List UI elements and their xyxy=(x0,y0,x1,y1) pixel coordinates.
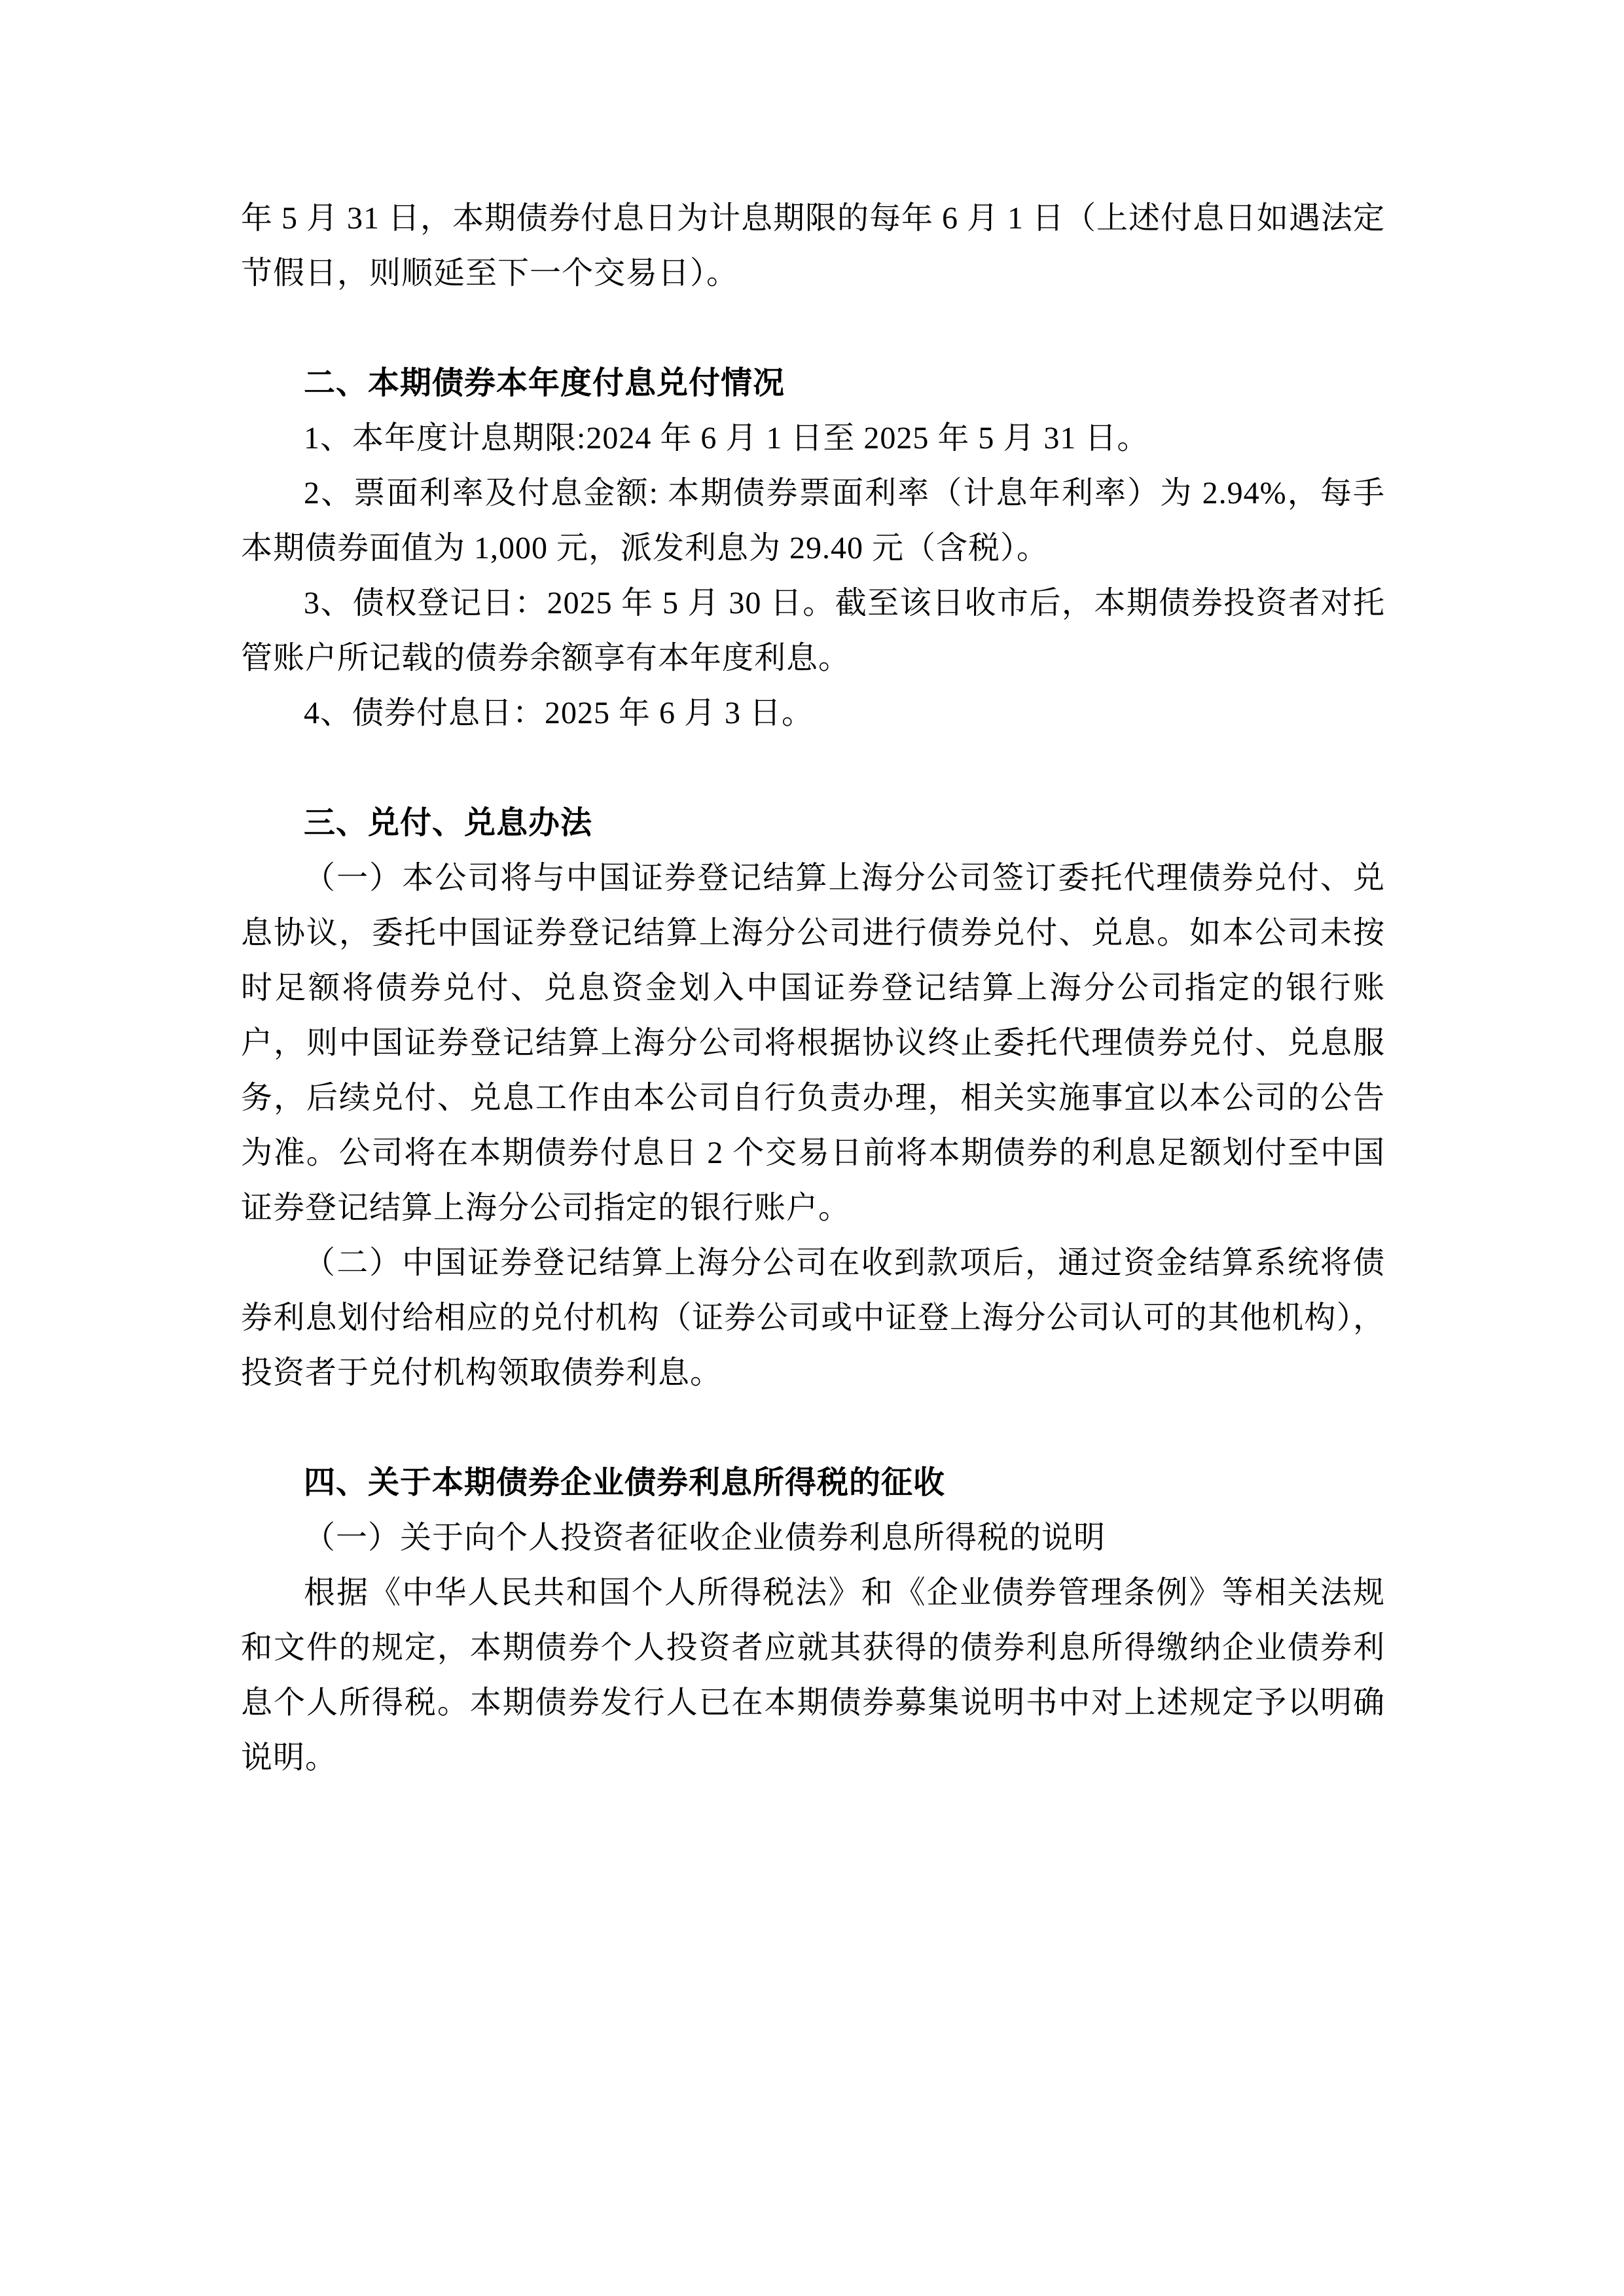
heading-section-4-interest-income-tax: 四、关于本期债券企业债券利息所得税的征收 xyxy=(304,1465,946,1500)
para-redemption-method-2: （二）中国证券登记结算上海分公司在收到款项后，通过资金结算系统将债券利息划付给相应的兑付机构（证券公司或中证登上海分公司认可的其他机构），投资者于兑付机构领取债券利息。 xyxy=(241,1246,1385,1390)
para-payment-date-continuation: 年 5 月 31 日，本期债券付息日为计息期限的每年 6 月 1 日（上述付息日如遇法定节假日，则顺延至下一个交易日）。 xyxy=(241,201,1386,291)
document-text-block xyxy=(241,191,1385,1785)
heading-section-2-annual-payment-status: 二、本期债券本年度付息兑付情况 xyxy=(304,366,785,401)
item-creditor-record-date: 3、债权登记日：2025 年 5 月 30 日。截至该日收市后，本期债券投资者对托管账户所记载的债券余额享有本年度利息。 xyxy=(241,586,1385,675)
item-interest-accrual-period: 1、本年度计息期限:2024 年 6 月 1 日至 2025 年 5 月 31 日。 xyxy=(304,421,1149,456)
para-redemption-method-1: （一）本公司将与中国证券登记结算上海分公司签订委托代理债券兑付、兑息协议，委托中国证券登记结算上海分公司进行债券兑付、兑息。如本公司未按时足额将债券兑付、兑息资金划入中国证券登记结算上海分公司指定的银行账户，则中国证券登记结算上海分公司将根据协议终止委托代理债券兑付、兑息服务，后续兑付、兑息工作由本公司自行负责办理，相关实施事宜以本公司的公告为准。公司将在本期债券付息日 2 个交易日前将本期债券的利息足额划付至中国证券登记结算上海分公司指定的银行账户。 xyxy=(241,861,1385,1225)
para-tax-regulation-basis: 根据《中华人民共和国个人所得税法》和《企业债券管理条例》等相关法规和文件的规定，本期债券个人投资者应就其获得的债券利息所得缴纳企业债券利息个人所得税。本期债券发行人已在本期债券募集说明书中对上述规定予以明确说明。 xyxy=(241,1575,1385,1775)
para-individual-investor-tax-note: （一）关于向个人投资者征收企业债券利息所得税的说明 xyxy=(304,1520,1106,1555)
item-coupon-rate-and-amount: 2、票面利率及付息金额: 本期债券票面利率（计息年利率）为 2.94%，每手本期债券面值为 1,000 元，派发利息为 29.40 元（含税）。 xyxy=(241,476,1385,565)
heading-section-3-redemption-method: 三、兑付、兑息办法 xyxy=(304,806,593,840)
item-bond-payment-date: 4、债券付息日：2025 年 6 月 3 日。 xyxy=(304,696,814,730)
